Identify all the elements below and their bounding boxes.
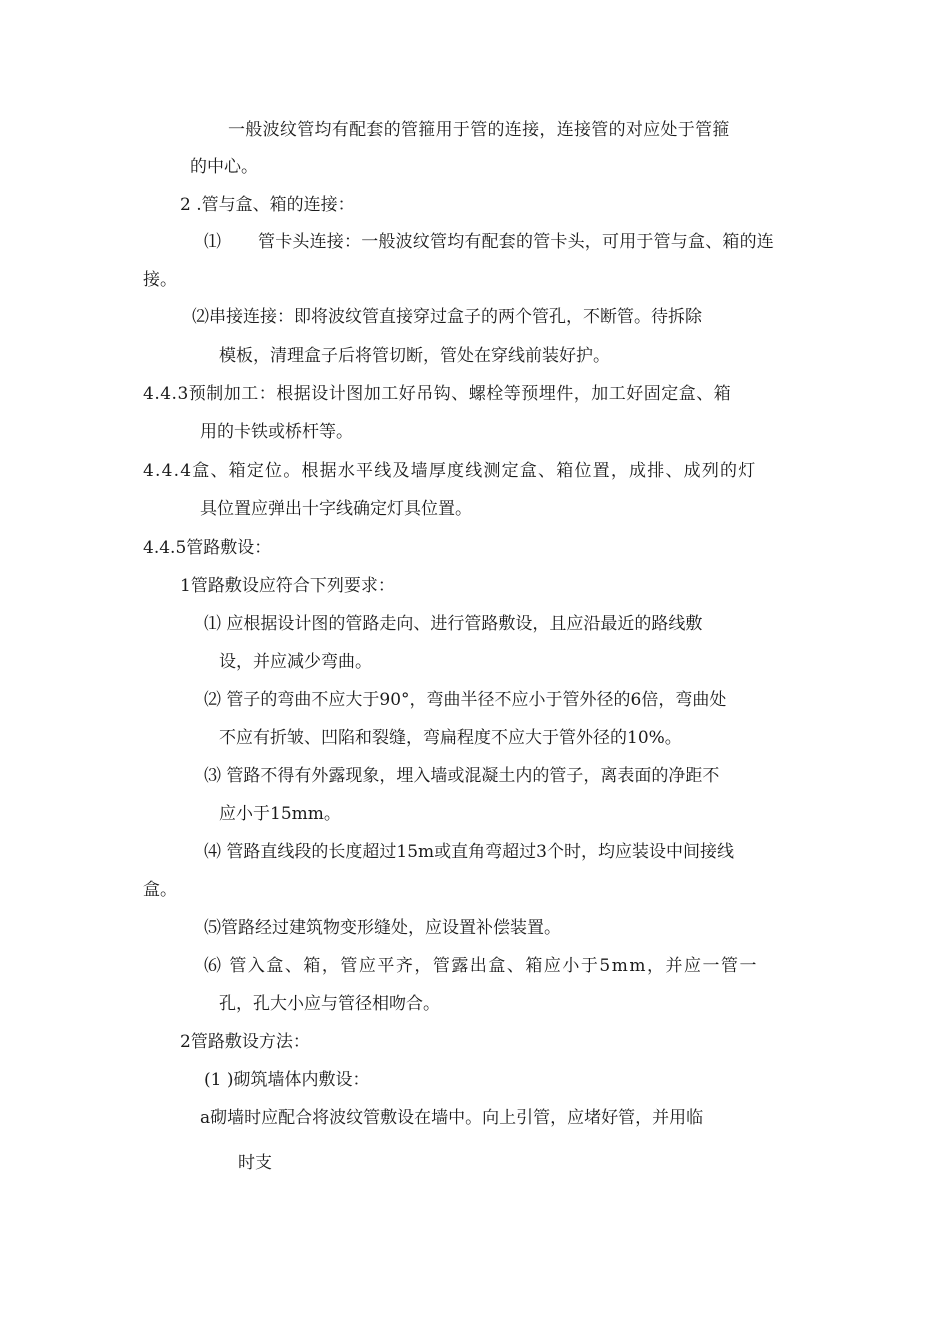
list-item: ⑸管路经过建筑物变形缝处，应设置补偿装置。 <box>204 918 561 938</box>
paragraph-line: 孔，孔大小应与管径相吻合。 <box>219 994 440 1014</box>
section-heading: 4.4.3预制加工：根据设计图加工好吊钩、螺栓等预埋件，加工好固定盒、箱 <box>143 384 732 404</box>
list-marker: ⑴ <box>204 232 221 252</box>
list-item: (1 )砌筑墙体内敷设： <box>204 1070 370 1090</box>
section-heading: 4.4.4盒、箱定位。根据水平线及墙厚度线测定盒、箱位置，成排、成列的灯 <box>143 461 757 481</box>
paragraph-line: 具位置应弹出十字线确定灯具位置。 <box>200 499 472 519</box>
paragraph-line: 一般波纹管均有配套的管箍用于管的连接，连接管的对应处于管箍 <box>228 120 730 140</box>
section-heading: 4.4.5管路敷设： <box>143 538 272 558</box>
list-item: ⑶ 管路不得有外露现象，埋入墙或混凝土内的管子，离表面的净距不 <box>204 766 720 786</box>
paragraph-line: 应小于15mm。 <box>219 804 341 824</box>
subsection-heading: 1管路敷设应符合下列要求： <box>180 576 395 596</box>
paragraph-line: 接。 <box>143 270 177 290</box>
paragraph-line: 时支 <box>238 1153 272 1173</box>
paragraph-line: 用的卡铁或桥杆等。 <box>200 422 353 442</box>
paragraph-line: 盒。 <box>143 880 177 900</box>
list-item: ⑴ 应根据设计图的管路走向、进行管路敷设，且应沿最近的路线敷 <box>204 614 703 634</box>
list-item: ⑷ 管路直线段的长度超过15m或直角弯超过3个时，均应装设中间接线 <box>204 842 734 862</box>
subsection-heading: 2管路敷设方法： <box>180 1032 310 1052</box>
paragraph-line: 的中心。 <box>190 157 258 177</box>
paragraph-line: 设，并应减少弯曲。 <box>219 652 372 672</box>
paragraph-line: 管卡头连接：一般波纹管均有配套的管卡头，可用于管与盒、箱的连 <box>258 232 774 252</box>
paragraph-line: ⑵串接连接：即将波纹管直接穿过盒子的两个管孔，不断管。待拆除 <box>192 307 702 327</box>
paragraph-line: a砌墙时应配合将波纹管敷设在墙中。向上引管，应堵好管，并用临 <box>200 1108 704 1128</box>
list-item: ⑵ 管子的弯曲不应大于90°，弯曲半径不应小于管外径的6倍，弯曲处 <box>204 690 727 710</box>
paragraph-line: 模板，清理盒子后将管切断，管处在穿线前装好护。 <box>219 346 610 366</box>
paragraph-line: 不应有折皱、凹陷和裂缝，弯扁程度不应大于管外径的10%。 <box>219 728 682 748</box>
list-item: ⑹ 管入盒、箱，管应平齐，管露出盒、箱应小于5mm，并应一管一 <box>204 956 758 976</box>
section-heading: 2 .管与盒、箱的连接： <box>180 195 355 215</box>
